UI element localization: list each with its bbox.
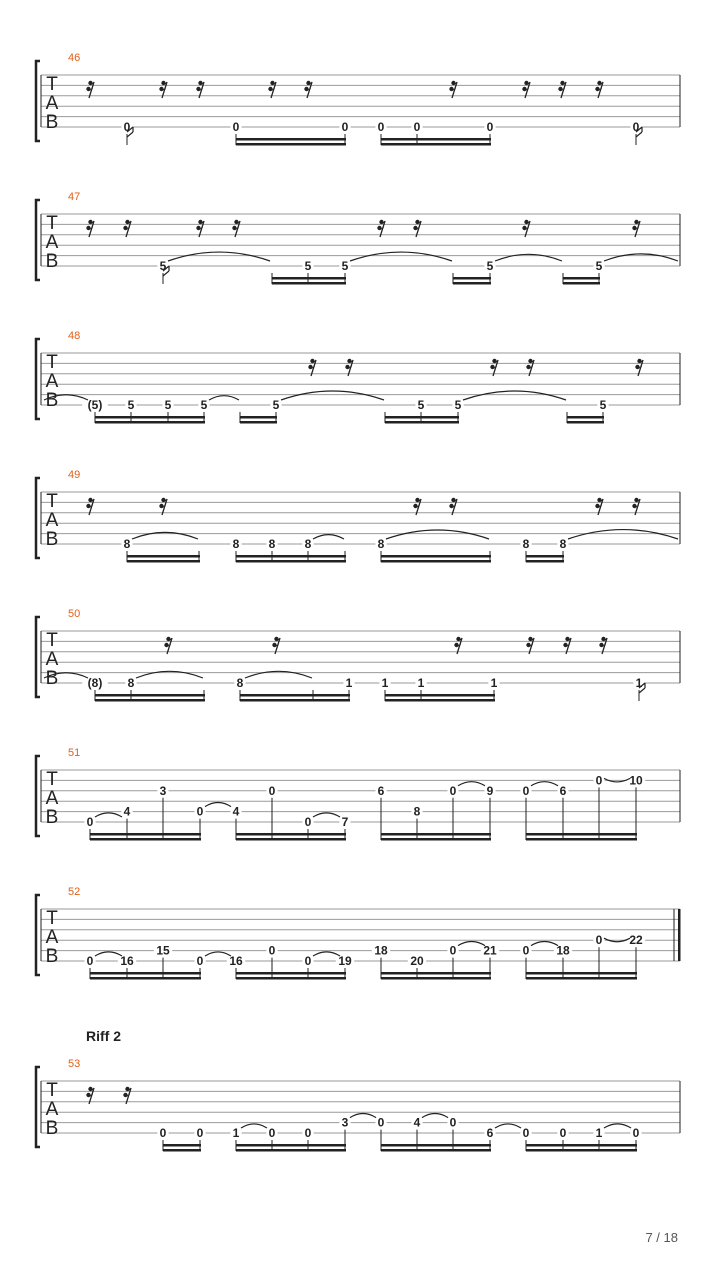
fret-number: 15 [156,943,170,958]
tab-clef-letter: B [45,112,59,133]
system-bracket [36,339,40,419]
page-number: 7 / 18 [645,1230,678,1245]
beam [236,555,346,558]
beam [381,1149,491,1152]
tab-clef-letter: T [46,908,58,929]
beam [95,699,205,702]
fret-number: 4 [123,804,131,819]
fret-number: 8 [232,537,240,551]
fret-number: 0 [632,1126,640,1140]
fret-number: 20 [410,954,424,968]
tab-clef-letter: A [45,649,59,670]
fret-number: 5 [127,398,135,412]
beam [127,555,200,558]
fret-number: (8) [87,676,103,690]
fret-number: 1 [490,676,498,690]
beam [95,694,205,697]
measure-number: 47 [68,191,81,203]
tab-system-46 [36,52,680,146]
beam [385,694,495,697]
tab-system-47 [36,191,680,285]
fret-number: 0 [268,1126,276,1140]
beam [90,972,201,975]
fret-number: 4 [232,804,240,819]
beam [90,838,201,841]
fret-number: 16 [229,954,243,968]
measure-number: 49 [68,469,81,481]
fret-number: 18 [374,943,388,958]
beam [381,138,491,141]
fret-number: 5 [417,398,425,412]
fret-number: 6 [486,1126,494,1140]
beam [236,560,346,563]
beam [526,838,637,841]
tab-system-50 [36,608,680,702]
tie-arc [350,252,452,261]
fret-number: 0 [522,943,530,958]
fret-number: 4 [413,1115,421,1130]
tab-clef-letter: A [45,927,59,948]
beam [236,143,346,146]
fret-number: 5 [599,398,607,412]
beam [240,416,277,419]
beam [95,421,205,424]
tab-clef-letter: A [45,232,59,253]
fret-number: 0 [86,815,94,829]
beam [272,282,346,285]
fret-number: 18 [556,943,570,958]
fret-number: 0 [449,1115,457,1130]
tab-system-52 [36,886,680,980]
tab-clef-letter: T [46,491,58,512]
fret-number: 3 [341,1115,349,1130]
tie-arc [205,803,231,807]
beam [385,699,495,702]
fret-number: 6 [377,783,385,798]
beam [163,1144,201,1147]
beam [236,972,346,975]
fret-number: 1 [635,676,643,690]
beam [385,421,459,424]
tab-clef-letter: T [46,74,58,95]
beam [563,277,600,280]
beam [240,694,350,697]
measure-number: 48 [68,330,81,342]
fret-number: 5 [304,259,312,273]
tab-clef-letter: B [45,251,59,272]
fret-number: 0 [196,954,204,968]
fret-number: 0 [377,1115,385,1130]
fret-number: 0 [232,120,240,134]
fret-number: 5 [341,259,349,273]
beam [526,977,637,980]
beam [272,277,346,280]
beam [381,143,491,146]
fret-number: 1 [417,676,425,690]
beam [381,972,491,975]
beam [453,282,491,285]
tie-arc [463,391,566,400]
fret-number: 0 [304,954,312,968]
fret-number: 3 [159,783,167,798]
fret-number: 19 [338,954,352,968]
beam [90,977,201,980]
fret-number: 1 [381,676,389,690]
beam [240,421,277,424]
tie-arc [350,1114,376,1118]
system-bracket [36,200,40,280]
fret-number: 8 [559,537,567,551]
tie-arc [458,782,485,786]
measure-number: 52 [68,886,81,898]
fret-number: (5) [87,398,103,412]
tab-clef-letter: T [46,769,58,790]
riff-label: Riff 2 [86,1028,121,1044]
system-bracket [36,478,40,558]
fret-number: 0 [304,815,312,829]
tab-clef-letter: B [45,668,59,689]
tie-arc [495,1124,521,1128]
tab-clef-letter: A [45,93,59,114]
tie-arc [568,530,678,539]
fret-number: 0 [377,120,385,134]
fret-number: 8 [268,537,276,551]
measure-number: 51 [68,747,81,759]
beam [236,1149,346,1152]
fret-number: 1 [232,1126,240,1140]
fret-number: 0 [123,120,131,134]
fret-number: 0 [159,1126,167,1140]
fret-number: 0 [595,933,603,948]
tab-clef-letter: B [45,390,59,411]
fret-number: 8 [123,537,131,551]
beam [526,1149,637,1152]
beam [95,416,205,419]
tab-system-53 [36,1058,680,1152]
beam [236,138,346,141]
beam [381,555,491,558]
tab-clef-letter: B [45,1118,59,1139]
measure-number: 53 [68,1058,81,1070]
tie-arc [313,535,344,539]
beam [236,1144,346,1147]
measure-number: 50 [68,608,81,620]
fret-number: 8 [522,537,530,551]
fret-number: 5 [272,398,280,412]
tie-arc [209,396,239,400]
fret-number: 1 [345,676,353,690]
fret-number: 5 [454,398,462,412]
beam [236,833,346,836]
beam [381,838,491,841]
fret-number: 0 [632,120,640,134]
beam [526,560,564,563]
tie-arc [386,530,489,539]
beam [163,1149,201,1152]
beam [381,560,491,563]
tab-clef-letter: B [45,529,59,550]
fret-number: 8 [413,804,421,819]
tie-arc [604,254,678,261]
system-bracket [36,756,40,836]
tab-clef-letter: B [45,807,59,828]
fret-number: 0 [449,943,457,958]
fret-number: 5 [486,259,494,273]
tie-arc [604,1124,631,1128]
fret-number: 0 [196,804,204,819]
beam [381,833,491,836]
tab-clef-letter: T [46,630,58,651]
system-bracket [36,61,40,141]
tab-clef-letter: T [46,213,58,234]
fret-number: 10 [629,773,643,788]
beam [90,833,201,836]
beam [526,972,637,975]
fret-number: 7 [341,815,349,829]
fret-number: 0 [522,1126,530,1140]
fret-number: 9 [486,783,494,798]
fret-number: 0 [559,1126,567,1140]
tab-system-49 [36,469,680,563]
fret-number: 22 [629,933,643,948]
fret-number: 8 [127,676,135,690]
tie-arc [422,1114,448,1118]
tab-clef-letter: A [45,1099,59,1120]
tab-clef-letter: A [45,371,59,392]
fret-number: 0 [196,1126,204,1140]
beam [526,833,637,836]
beam [381,977,491,980]
fret-number: 8 [304,537,312,551]
tie-arc [241,1124,267,1128]
fret-number: 5 [159,259,167,273]
tab-system-51 [36,747,680,841]
system-bracket [36,895,40,975]
beam [381,1144,491,1147]
fret-number: 16 [120,954,134,968]
beam [236,838,346,841]
fret-number: 0 [268,783,276,798]
measure-number: 46 [68,52,81,64]
fret-number: 0 [595,773,603,788]
fret-number: 8 [377,537,385,551]
tab-system-48 [36,330,680,424]
fret-number: 5 [595,259,603,273]
tie-arc [168,252,270,261]
fret-number: 0 [413,120,421,134]
beam [567,421,604,424]
beam [236,977,346,980]
beam [526,1144,637,1147]
beam [240,699,350,702]
beam [453,277,491,280]
fret-number: 5 [164,398,172,412]
beam [563,282,600,285]
tie-arc [95,813,122,817]
fret-number: 0 [522,783,530,798]
fret-number: 5 [200,398,208,412]
fret-number: 1 [595,1126,603,1140]
fret-number: 8 [236,676,244,690]
fret-number: 6 [559,783,567,798]
fret-number: 0 [268,943,276,958]
tab-clef-letter: B [45,946,59,967]
beam [385,416,459,419]
tab-clef-letter: A [45,788,59,809]
fret-number: 0 [341,120,349,134]
fret-number: 0 [86,954,94,968]
fret-number: 0 [449,783,457,798]
tab-clef-letter: A [45,510,59,531]
tie-arc [281,391,384,400]
tie-arc [531,782,558,786]
system-bracket [36,617,40,697]
beam [526,555,564,558]
system-bracket [36,1067,40,1147]
beam [567,416,604,419]
fret-number: 0 [486,120,494,134]
fret-number: 21 [483,943,497,958]
tab-clef-letter: T [46,352,58,373]
fret-number: 0 [304,1126,312,1140]
tab-clef-letter: T [46,1080,58,1101]
tie-arc [313,813,340,817]
beam [127,560,200,563]
